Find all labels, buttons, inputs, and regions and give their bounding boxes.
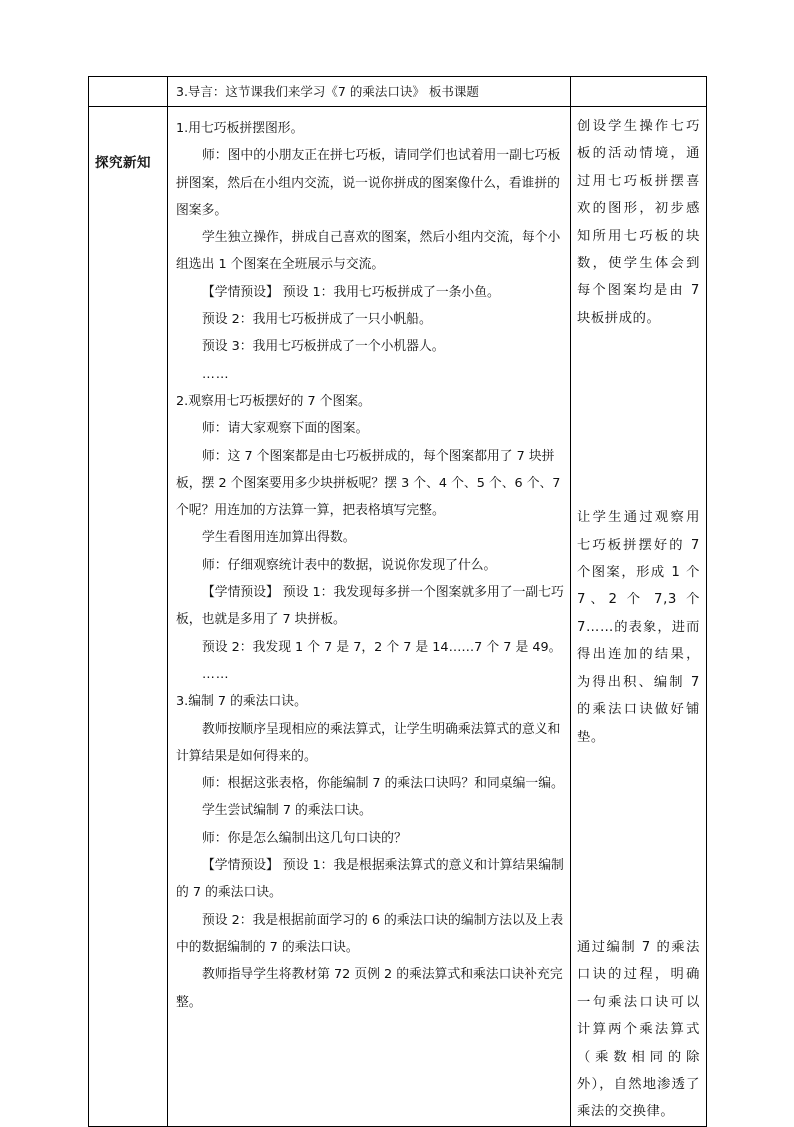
explore-content-cell xyxy=(168,107,571,1127)
paragraph: 【学情预设】 预设 1：我发现每多拼一个图案就多用了一副七巧板，也就是多用了 7 块拼板。 xyxy=(176,585,564,628)
paragraph: 学生尝试编制 7 的乘法口诀。 xyxy=(202,803,372,819)
ellipsis: …… xyxy=(202,666,230,682)
design-note: 让学生通过观察用七巧板拼摆好的 7 个图案，形成 1 个 7、2 个 7,3 个 7……的表象，进而得出连加的结果，为得出积、编制 7 的乘法口诀做好铺垫。 xyxy=(577,510,700,745)
paragraph: 【学情预设】 预设 1：我是根据乘法算式的意义和计算结果编制的 7 的乘法口诀。 xyxy=(176,858,564,901)
design-note: 通过编制 7 的乘法口诀的过程，明确一句乘法口诀可以计算两个乘法算式（乘数相同的除外），自然地渗透了乘法的交换律。 xyxy=(577,939,700,1120)
paragraph: 师：这 7 个图案都是由七巧板拼成的，每个图案都用了 7 块拼板，摆 2 个图案要用多少块拼板呢？摆 3 个、4 个、5 个、6 个、7 个呢？用连加的方法算一算，把表格填写完整。 xyxy=(176,448,561,519)
paragraph: 预设 2：我发现 1 个 7 是 7，2 个 7 是 14……7 个 7 是 49。 xyxy=(202,639,562,655)
paragraph: 师：图中的小朋友正在拼七巧板，请同学们也试着用一副七巧板拼图案，然后在小组内交流，说一说你拼成的图案像什么，看谁拼的图案多。 xyxy=(176,148,561,218)
paragraph: 预设 3：我用七巧板拼成了一个小机器人。 xyxy=(202,339,445,355)
section-label: 探究新知 xyxy=(95,155,151,171)
step-heading: 1.用七巧板拼摆图形。 xyxy=(176,121,304,136)
step-heading: 2.观察用七巧板摆好的 7 个图案。 xyxy=(176,393,371,409)
paragraph: 教师按顺序呈现相应的乘法算式，让学生明确乘法算式的意义和计算结果是如何得来的。 xyxy=(176,721,561,764)
paragraph: 学生独立操作，拼成自己喜欢的图案，然后小组内交流，每个小组选出 1 个图案在全班展示与交流。 xyxy=(176,230,561,273)
intro-note-cell xyxy=(571,77,707,107)
step-heading: 3.编制 7 的乘法口诀。 xyxy=(176,694,307,710)
paragraph: 师：根据这张表格，你能编制 7 的乘法口诀吗？和同桌编一编。 xyxy=(202,776,564,792)
intro-content-cell xyxy=(168,77,571,107)
design-notes-cell xyxy=(571,107,707,1127)
paragraph: 预设 2：我是根据前面学习的 6 的乘法口诀的编制方法以及上表中的数据编制的 7 的乘法口诀。 xyxy=(176,912,564,955)
paragraph: 师：你是怎么编制出这几句口诀的？ xyxy=(202,830,407,846)
explore-row xyxy=(89,107,707,1127)
intro-label-cell xyxy=(89,77,168,107)
intro-text: 3.导言：这节课我们来学习《7 的乘法口诀》 板书课题 xyxy=(176,84,479,99)
explore-content xyxy=(168,107,570,1016)
section-label-cell xyxy=(89,107,168,1127)
lesson-plan-table xyxy=(88,76,707,1127)
ellipsis: …… xyxy=(202,366,230,382)
paragraph: 师：请大家观察下面的图案。 xyxy=(202,421,369,437)
intro-row xyxy=(89,77,707,107)
design-note: 创设学生操作七巧板的活动情境，通过用七巧板拼摆喜欢的图形，初步感知所用七巧板的块数，使学生体会到每个图案均是由 7 块板拼成的。 xyxy=(577,119,700,326)
paragraph: 教师指导学生将教材第 72 页例 2 的乘法算式和乘法口诀补充完整。 xyxy=(176,967,563,1010)
paragraph: 【学情预设】 预设 1：我用七巧板拼成了一条小鱼。 xyxy=(202,284,500,300)
paragraph: 师：仔细观察统计表中的数据，说说你发现了什么。 xyxy=(202,557,497,573)
paragraph: 预设 2：我用七巧板拼成了一只小帆船。 xyxy=(202,312,432,328)
paragraph: 学生看图用连加算出得数。 xyxy=(202,530,356,546)
